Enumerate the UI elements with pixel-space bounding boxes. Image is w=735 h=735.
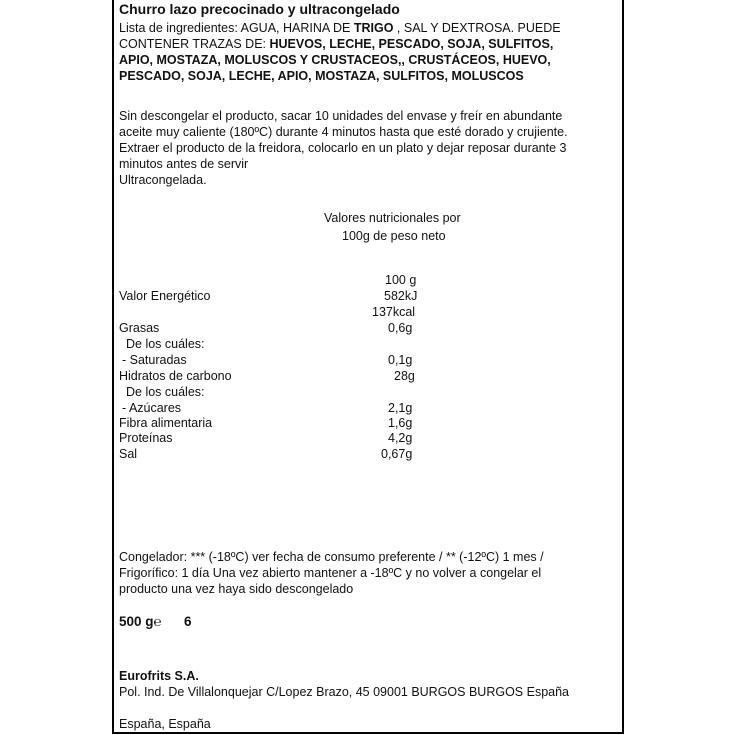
traces-prefix: CONTENER TRAZAS DE: xyxy=(119,37,270,51)
instructions-line-2: aceite muy caliente (180ºC) durante 4 minutos hasta que esté dorado y crujiente. xyxy=(119,125,568,139)
nutrient-value-azucares: 2,1g xyxy=(388,401,413,415)
nutrition-header-1: Valores nutricionales por xyxy=(324,211,461,225)
company-address: Pol. Ind. De Villalonquejar C/Lopez Brazo, 45 09001 BURGOS BURGOS España xyxy=(119,685,570,699)
estimated-sign-icon: ℮ xyxy=(153,614,162,629)
energy-kcal: 137kcal xyxy=(372,305,416,319)
nutrient-value-sal: 0,67g xyxy=(381,447,413,461)
energy-label: Valor Energético xyxy=(119,289,211,303)
nutrient-value-grasas: 0,6g xyxy=(388,321,413,335)
country-origin: España, España xyxy=(119,717,211,731)
storage-line-1: Congelador: *** (-18ºC) ver fecha de consumo preferente / ** (-12ºC) 1 mes / xyxy=(119,550,544,564)
ingredients-line-4: PESCADO, SOJA, LECHE, APIO, MOSTAZA, SULFITOS, MOLUSCOS xyxy=(119,69,524,83)
company-name: Eurofrits S.A. xyxy=(119,669,199,683)
instructions-line-4: minutos antes de servir xyxy=(119,157,249,171)
unit-count: 6 xyxy=(184,614,192,629)
nutrient-label-proteinas: Proteínas xyxy=(119,431,173,445)
ingredients-text-end: , SAL Y DEXTROSA. PUEDE xyxy=(393,21,561,35)
nutrient-label-grasas: Grasas xyxy=(119,321,160,335)
product-title: Churro lazo precocinado y ultracongelado xyxy=(119,1,400,17)
nutrition-column-header: 100 g xyxy=(385,273,417,287)
nutrition-header-2: 100g de peso neto xyxy=(342,229,446,243)
nutrient-label-fibra: Fibra alimentaria xyxy=(119,416,213,430)
ingredients-line-3: APIO, MOSTAZA, MOLUSCOS Y CRUSTACEOS,, CRUSTÁCEOS, HUEVO, xyxy=(119,53,551,67)
nutrient-value-hidratos: 28g xyxy=(394,369,415,383)
nutrient-label-hidratos: Hidratos de carbono xyxy=(119,369,232,383)
nutrient-label-azucares: - Azúcares xyxy=(122,401,182,415)
ingredients-line-2 xyxy=(119,36,553,52)
storage-line-2: Frigorífico: 1 día Una vez abierto mantener a -18ºC y no volver a congelar el xyxy=(119,566,542,580)
instructions-line-3: Extraer el producto de la freidora, colocarlo en un plato y dejar reposar durante 3 xyxy=(119,141,567,155)
nutrient-label-saturadas: - Saturadas xyxy=(122,353,187,367)
ingredients-line-1 xyxy=(119,20,561,36)
traces-allergens: HUEVOS, LECHE, PESCADO, SOJA, SULFITOS, xyxy=(269,37,554,51)
nutrient-label-sal: Sal xyxy=(119,447,138,461)
frozen-note: Ultracongelada. xyxy=(119,173,207,187)
ingredients-text: Lista de ingredientes: AGUA, HARINA DE xyxy=(119,21,354,35)
net-weight-value: 500 g xyxy=(119,614,154,629)
allergen-trigo: TRIGO xyxy=(353,21,394,35)
nutrient-value-saturadas: 0,1g xyxy=(388,353,413,367)
instructions-line-1: Sin descongelar el producto, sacar 10 unidades del envase y freír en abundante xyxy=(119,109,563,123)
storage-line-3: producto una vez haya sido descongelado xyxy=(119,582,354,596)
net-weight xyxy=(119,614,162,630)
nutrient-value-fibra: 1,6g xyxy=(388,416,413,430)
nutrient-sublabel: De los cuáles: xyxy=(126,337,205,351)
nutrient-value-proteinas: 4,2g xyxy=(388,431,413,445)
energy-kj: 582kJ xyxy=(384,289,418,303)
nutrient-sublabel: De los cuáles: xyxy=(126,385,205,399)
label-panel xyxy=(112,0,624,734)
